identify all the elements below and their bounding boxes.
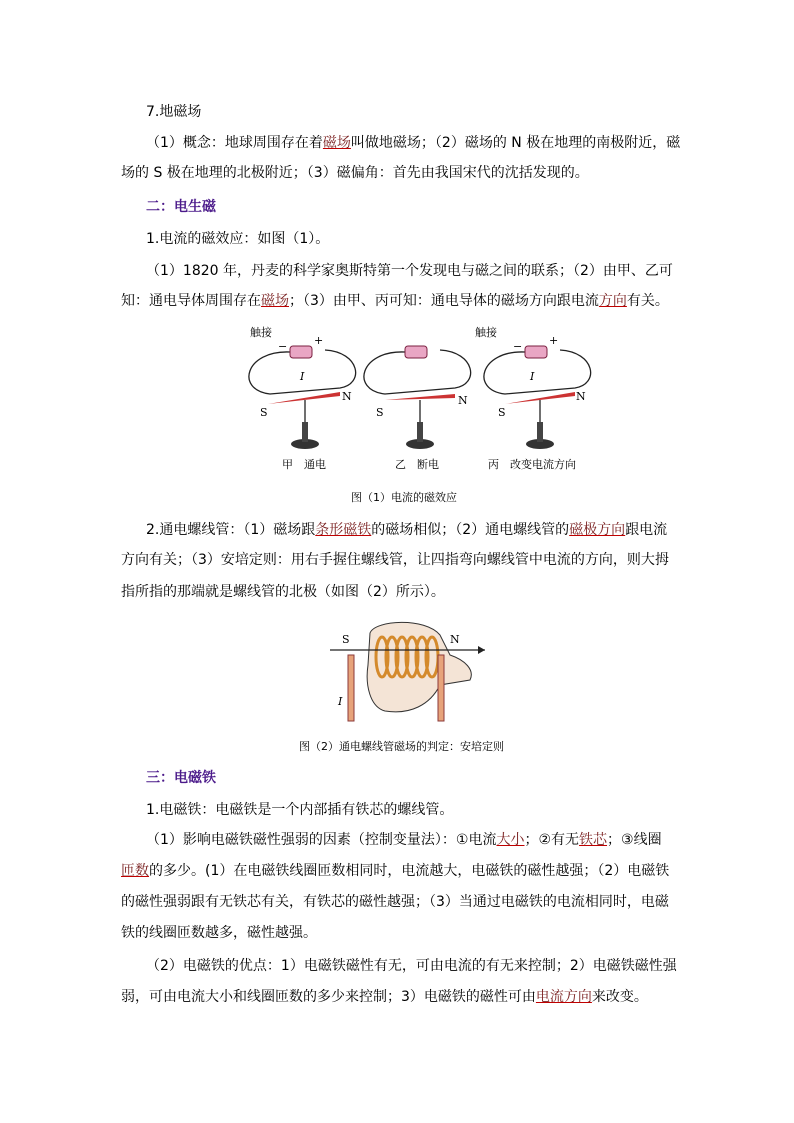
label-current-1: I <box>300 370 305 383</box>
paragraph: 知：通电导体周围存在磁场；（3）由甲、丙可知：通电导体的磁场方向跟电流方向有关。 <box>121 293 669 309</box>
label-minus-3: − <box>513 340 523 353</box>
label-panel-jia: 甲 通电 <box>282 458 326 471</box>
paragraph: （1）影响电磁铁磁性强弱的因素（控制变量法）：①电流大小；②有无铁芯；③线圈 <box>146 832 662 848</box>
paragraph: （1）概念：地球周围存在着磁场叫做地磁场；（2）磁场的 N 极在地理的南极附近，磁 <box>146 135 681 151</box>
label-coil-s: S <box>342 633 350 646</box>
label-panel-yi: 乙 断电 <box>395 458 439 471</box>
paragraph: 方向有关；（3）安培定则：用右手握住螺线管，让四指弯向螺线管中电流的方向，则大拇 <box>121 552 669 568</box>
heading-electromagnet: 三：电磁铁 <box>146 770 216 786</box>
paragraph: 的磁性强弱跟有无铁芯有关，有铁芯的磁性越强；（3）当通过电磁铁的电流相同时，电磁 <box>121 894 669 910</box>
heading-electromagnetism: 二：电生磁 <box>146 199 216 215</box>
paragraph: 弱，可由电流大小和线圈匝数的多少来控制；3）电磁铁的磁性可由电流方向来改变。 <box>121 989 648 1005</box>
paragraph: 铁的线圈匝数越多，磁性越强。 <box>121 925 317 941</box>
label-current-3: I <box>530 370 535 383</box>
label-plus-3: + <box>549 334 559 347</box>
label-s-1: S <box>260 406 268 419</box>
paragraph: 2.通电螺线管：（1）磁场跟条形磁铁的磁场相似；（2）通电螺线管的磁极方向跟电流 <box>146 522 668 538</box>
label-plus-1: + <box>314 334 324 347</box>
label-s-3: S <box>498 406 506 419</box>
label-n-2: N <box>458 394 468 407</box>
paragraph: 场的 S 极在地理的北极附近；（3）磁偏角：首先由我国宋代的沈括发现的。 <box>121 165 589 181</box>
label-touch-3: 触接 <box>475 326 497 339</box>
paragraph: 匝数的多少。(1）在电磁铁线圈匝数相同时，电流越大，电磁铁的磁性越强；（2）电磁铁 <box>121 863 670 879</box>
paragraph: （1）1820 年，丹麦的科学家奥斯特第一个发现电与磁之间的联系；（2）由甲、乙可 <box>146 263 673 279</box>
paragraph: 1.电磁铁：电磁铁是一个内部插有铁芯的螺线管。 <box>146 802 454 818</box>
label-s-2: S <box>376 406 384 419</box>
figure-1-caption: 图（1）电流的磁效应 <box>351 491 457 504</box>
paragraph: 指所指的那端就是螺线管的北极（如图（2）所示）。 <box>121 584 445 600</box>
label-n-3: N <box>576 390 586 403</box>
label-n-1: N <box>342 390 352 403</box>
figure-2-caption: 图（2）通电螺线管磁场的判定：安培定则 <box>299 740 504 753</box>
paragraph: （2）电磁铁的优点：1）电磁铁磁性有无，可由电流的有无来控制；2）电磁铁磁性强 <box>146 958 677 974</box>
figure-ampere-rule <box>330 615 490 725</box>
figure-oersted-experiment <box>230 322 604 478</box>
section-title-geomagnetic: 7.地磁场 <box>146 104 202 120</box>
label-minus-1: − <box>278 340 288 353</box>
label-touch-1: 触接 <box>250 326 272 339</box>
paragraph: 1.电流的磁效应：如图（1）。 <box>146 231 330 247</box>
label-coil-n: N <box>450 633 460 646</box>
label-coil-current: I <box>338 695 343 708</box>
label-panel-bing: 丙 改变电流方向 <box>488 458 576 471</box>
